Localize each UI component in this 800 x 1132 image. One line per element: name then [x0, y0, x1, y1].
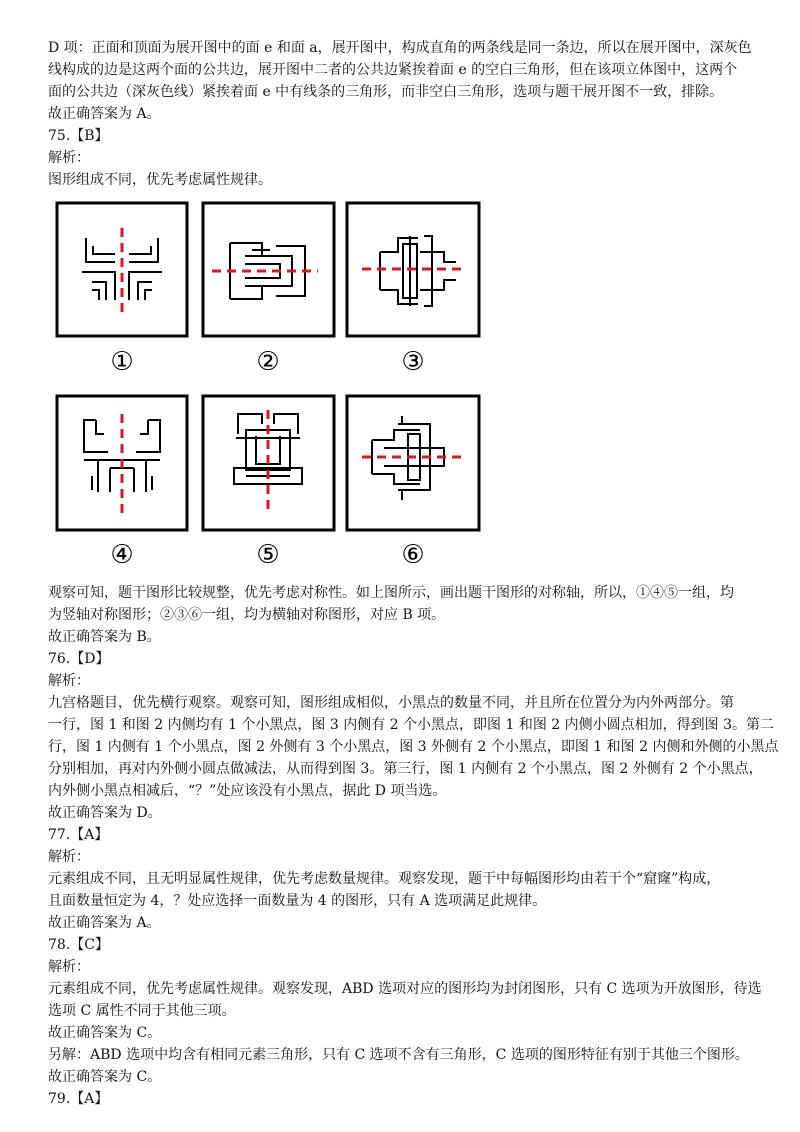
figure-2	[203, 203, 334, 377]
text-line: 元素组成不同，优先考虑属性规律。观察发现，ABD 选项对应的图形均为封闭图形，只有 C 选项为开放图形，待选	[48, 981, 762, 997]
figure-label: ①	[110, 347, 134, 377]
text-line: 且面数量恒定为 4，？处应选择一面数量为 4 的图形，只有 A 选项满足此规律。	[48, 893, 547, 909]
text-line: 为竖轴对称图形；②③⑥一组，均为横轴对称图形，对应 B 项。	[48, 607, 446, 623]
analysis-heading: 解析：	[48, 959, 90, 975]
text-line: 图形组成不同，优先考虑属性规律。	[48, 172, 272, 188]
figure-label: ②	[256, 347, 280, 377]
text-line: 内外侧小黑点相减后，“？”处应该没有小黑点，据此 D 项当选。	[48, 783, 447, 799]
text-line: 九宫格题目，优先横行观察。观察可知，图形组成相似，小黑点的数量不同，并且所在位置分为内外两部分。第	[48, 695, 734, 711]
figure-label: ④	[110, 540, 134, 570]
answer-line: 故正确答案为 B。	[48, 629, 161, 645]
answer-line: 故正确答案为 C。	[48, 1025, 162, 1041]
figure-5	[203, 396, 334, 570]
question-number: 78.【C】	[48, 937, 109, 953]
question-number: 76.【D】	[48, 651, 110, 667]
text-line: 线构成的边是这两个面的公共边，展开图中二者的公共边紧挨着面 e 的空白三角形，但在该项立体图中，这两个	[48, 62, 738, 78]
figure-3	[347, 203, 479, 377]
figure-label: ⑤	[256, 540, 280, 570]
text-line: 元素组成不同，且无明显属性规律，优先考虑数量规律。观察发现，题干中每幅图形均由若干个“窟窿”构成，	[48, 871, 721, 887]
figure-label: ⑥	[401, 540, 425, 570]
answer-line: 故正确答案为 A。	[48, 915, 161, 931]
figure-1	[57, 203, 187, 377]
text-line: 一行，图 1 和图 2 内侧均有 1 个小黑点，图 3 内侧有 2 个小黑点，即图 1 和图 2 内侧小圆点相加，得到图 3。第二	[48, 717, 775, 733]
text-line: 分别相加，再对内外侧小圆点做减法，从而得到图 3。第三行，图 1 内侧有 2 个小黑点，图 2 外侧有 2 个小黑点，	[48, 761, 763, 777]
answer-line: 故正确答案为 C。	[48, 1069, 162, 1085]
figure-4	[57, 396, 187, 570]
text-line: 选项 C 属性不同于其他三项。	[48, 1003, 236, 1019]
text-line: 另解：ABD 选项中均含有相同元素三角形，只有 C 选项不含有三角形，C 选项的图形特征有别于其他三个图形。	[48, 1047, 749, 1063]
answer-line: 故正确答案为 D。	[48, 805, 162, 821]
question-number: 77.【A】	[48, 827, 109, 843]
answer-line: 故正确答案为 A。	[48, 106, 161, 122]
text-line: 行，图 1 内侧有 1 个小黑点，图 2 外侧有 3 个小黑点，图 3 外侧有 2 个小黑点，即图 1 和图 2 内侧和外侧的小黑点	[48, 739, 779, 755]
analysis-heading: 解析：	[48, 849, 90, 865]
question-number: 75.【B】	[48, 128, 109, 144]
text-line: D 项：正面和顶面为展开图中的面 e 和面 a，展开图中，构成直角的两条线是同一条边，所以在展开图中，深灰色	[48, 40, 752, 56]
figure-label: ③	[401, 347, 425, 377]
question-number: 79.【A】	[48, 1091, 109, 1107]
text-line: 观察可知，题干图形比较规整，优先考虑对称性。如上图所示，画出题干图形的对称轴，所以，①④⑤一组，均	[48, 585, 734, 601]
text-line: 面的公共边（深灰色线）紧挨着面 e 中有线条的三角形，而非空白三角形，选项与题干展开图不一致，排除。	[48, 84, 724, 100]
analysis-heading: 解析：	[48, 150, 90, 166]
figure-6	[347, 396, 479, 570]
analysis-heading: 解析：	[48, 673, 90, 689]
